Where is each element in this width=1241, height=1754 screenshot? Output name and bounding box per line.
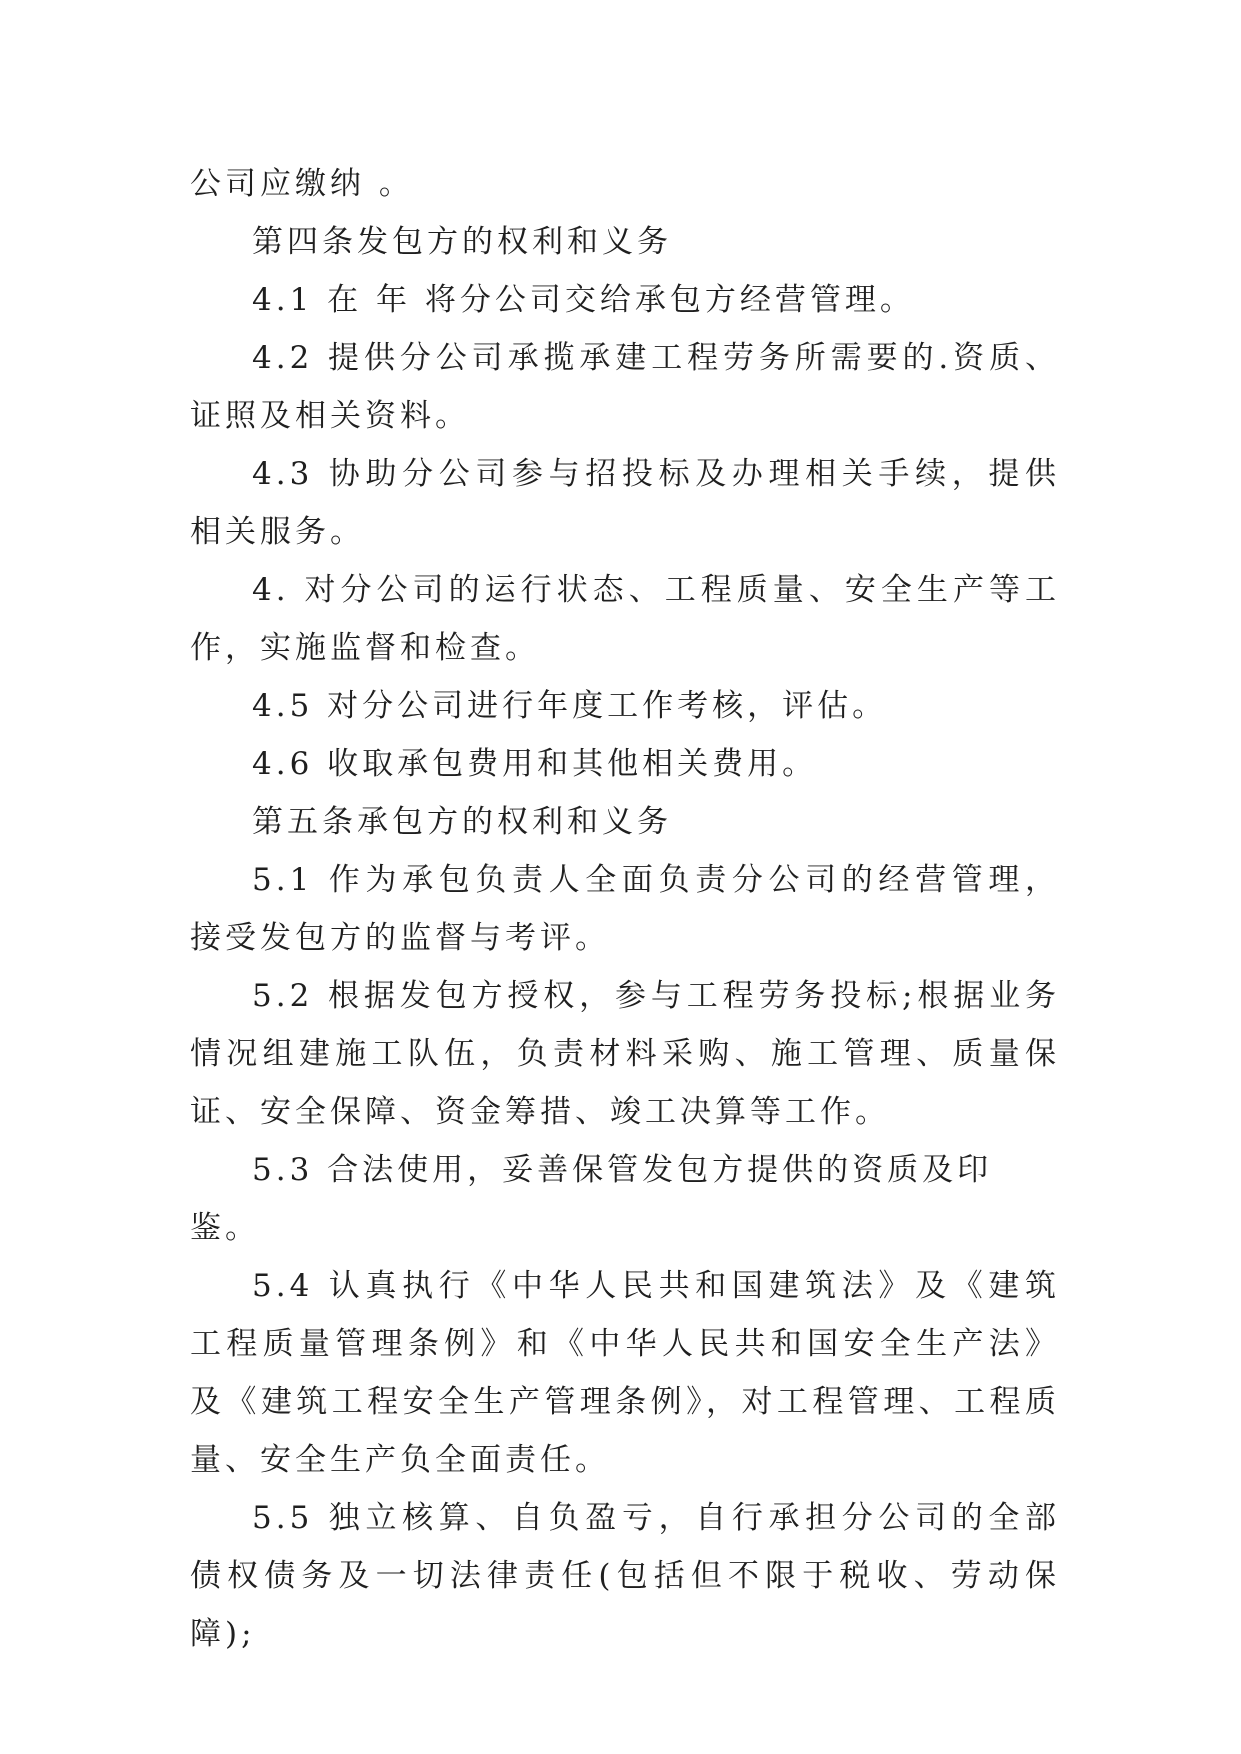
clause-4-6: 4.6 收取承包费用和其他相关费用。 <box>252 746 818 782</box>
clause-5-1: 5.1 作为承包负责人全面负责分公司的经营管理，接受发包方的监督与考评。 <box>190 862 1060 956</box>
clause-4-1: 4.1 在 年 将分公司交给承包方经营管理。 <box>252 282 915 318</box>
heading-article-4: 第四条发包方的权利和义务 <box>252 224 672 260</box>
clause-5-4: 5.4 认真执行《中华人民共和国建筑法》及《建筑工程质量管理条例》和《中华人民共和国安全生产法》及《建筑工程安全生产管理条例》，对工程管理、工程质量、安全生产负全面责任。 <box>190 1268 1060 1478</box>
clause-4-3: 4.3 协助分公司参与招投标及办理相关手续，提供相关服务。 <box>190 456 1060 550</box>
document-body <box>190 155 1060 1663</box>
clause-4-4: 4. 对分公司的运行状态、工程质量、安全生产等工作，实施监督和检查。 <box>190 572 1060 666</box>
clause-4-5: 4.5 对分公司进行年度工作考核，评估。 <box>252 688 888 724</box>
clause-5-5: 5.5 独立核算、自负盈亏，自行承担分公司的全部债权债务及一切法律责任(包括但不限于税收、劳动保障); <box>190 1500 1060 1652</box>
clause-4-2: 4.2 提供分公司承揽承建工程劳务所需要的.资质、证照及相关资料。 <box>190 340 1060 434</box>
clause-5-3: 5.3 合法使用，妥善保管发包方提供的资质及印鉴。 <box>190 1152 993 1246</box>
clause-5-2: 5.2 根据发包方授权，参与工程劳务投标;根据业务情况组建施工队伍，负责材料采购、施工管理、质量保证、安全保障、资金筹措、竣工决算等工作。 <box>190 978 1060 1130</box>
heading-article-5: 第五条承包方的权利和义务 <box>252 804 672 840</box>
paragraph-continuation: 公司应缴纳 。 <box>190 166 414 202</box>
